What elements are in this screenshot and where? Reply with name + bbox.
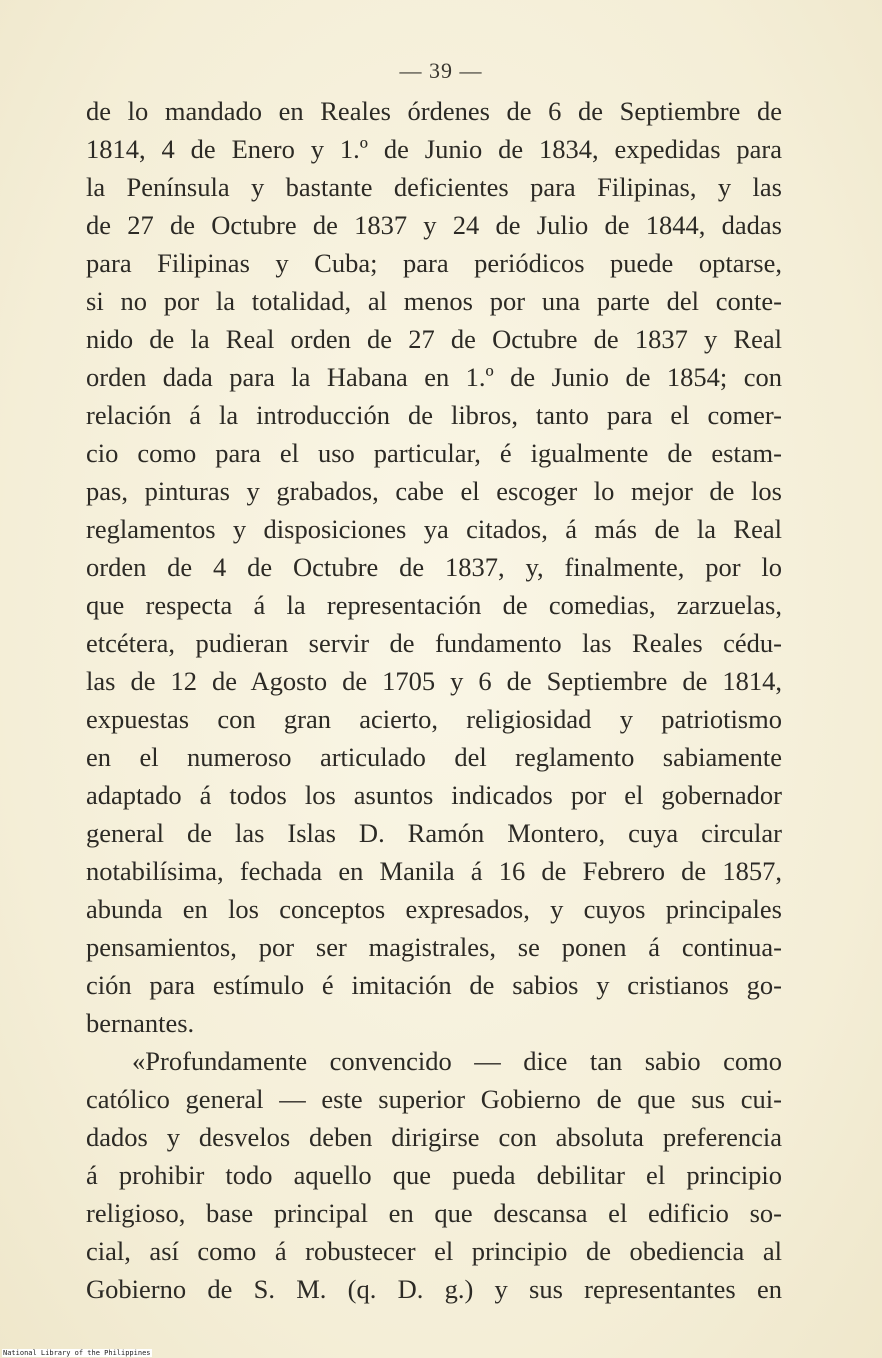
- text-line: dados y desvelos deben dirigirse con absoluta preferencia: [86, 1122, 782, 1152]
- quote-start-line: «Profundamente convencido — dice tan sabio como: [132, 1046, 782, 1076]
- page-number: — 39 —: [399, 58, 483, 83]
- text-line: 1814, 4 de Enero y 1.º de Junio de 1834, expedidas para: [86, 134, 782, 164]
- text-line: expuestas con gran acierto, religiosidad y patriotismo: [86, 704, 782, 734]
- body-text: [86, 92, 782, 1308]
- text-line: pas, pinturas y grabados, cabe el escoger lo mejor de los: [86, 476, 782, 506]
- text-line: adaptado á todos los asuntos indicados por el gobernador: [86, 780, 782, 810]
- text-line: de lo mandado en Reales órdenes de 6 de Septiembre de: [86, 96, 782, 126]
- text-line: ción para estímulo é imitación de sabios y cristianos go-: [86, 970, 782, 1000]
- paragraph-end-line: bernantes.: [86, 1008, 195, 1038]
- text-line: nido de la Real orden de 27 de Octubre de 1837 y Real: [86, 324, 782, 354]
- text-line: católico general — este superior Gobierno de que sus cui-: [86, 1084, 782, 1114]
- text-line: orden dada para la Habana en 1.º de Junio de 1854; con: [86, 362, 782, 392]
- text-line: cial, así como á robustecer el principio de obediencia al: [86, 1236, 782, 1266]
- text-line: para Filipinas y Cuba; para periódicos puede optarse,: [86, 248, 782, 278]
- text-line: general de las Islas D. Ramón Montero, cuya circular: [86, 818, 782, 848]
- text-line: en el numeroso articulado del reglamento sabiamente: [86, 742, 782, 772]
- text-line: á prohibir todo aquello que pueda debilitar el principio: [86, 1160, 782, 1190]
- text-line: las de 12 de Agosto de 1705 y 6 de Septiembre de 1814,: [86, 666, 782, 696]
- text-line: la Península y bastante deficientes para Filipinas, y las: [86, 172, 782, 202]
- text-line: orden de 4 de Octubre de 1837, y, finalmente, por lo: [86, 552, 782, 582]
- text-line: cio como para el uso particular, é igualmente de estam-: [86, 438, 782, 468]
- text-line: religioso, base principal en que descansa el edificio so-: [86, 1198, 782, 1228]
- text-line: etcétera, pudieran servir de fundamento las Reales cédu-: [86, 628, 782, 658]
- text-line: si no por la totalidad, al menos por una parte del conte-: [86, 286, 782, 316]
- text-line: reglamentos y disposiciones ya citados, á más de la Real: [86, 514, 782, 544]
- text-line: que respecta á la representación de comedias, zarzuelas,: [86, 590, 782, 620]
- library-credit: National Library of the Philippines: [3, 1349, 151, 1357]
- text-line: pensamientos, por ser magistrales, se ponen á continua-: [86, 932, 782, 962]
- text-line: abunda en los conceptos expresados, y cuyos principales: [86, 894, 782, 924]
- text-line: de 27 de Octubre de 1837 y 24 de Julio de 1844, dadas: [86, 210, 782, 240]
- text-line: relación á la introducción de libros, tanto para el comer-: [86, 400, 782, 430]
- text-line: notabilísima, fechada en Manila á 16 de Febrero de 1857,: [86, 856, 782, 886]
- text-line: Gobierno de S. M. (q. D. g.) y sus representantes en: [86, 1274, 782, 1304]
